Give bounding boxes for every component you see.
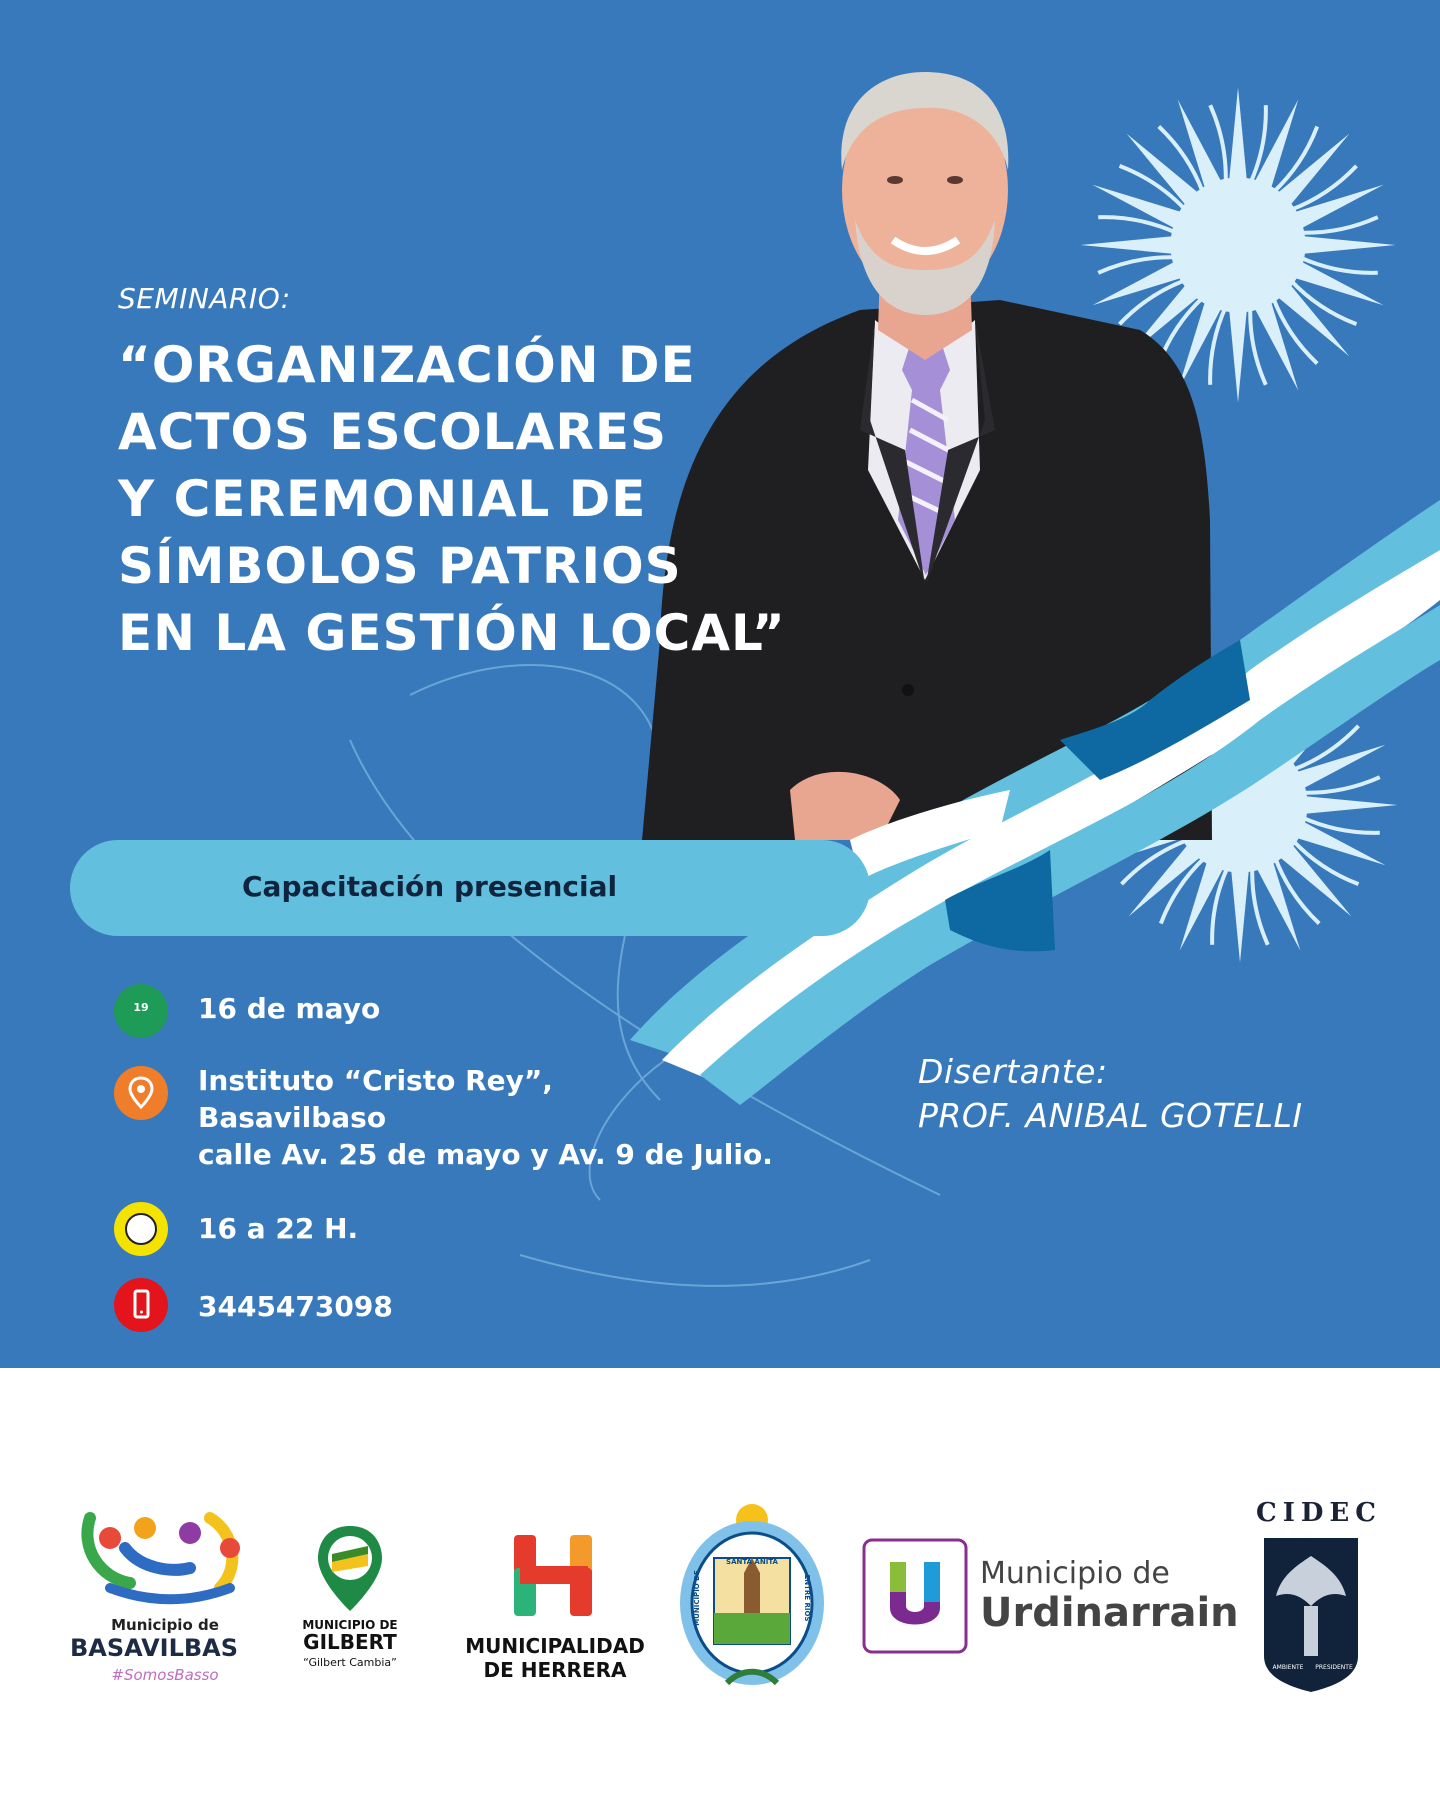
- title-line: ACTOS ESCOLARES: [118, 403, 668, 461]
- location-line: Instituto “Cristo Rey”,: [198, 1064, 553, 1097]
- basavilbaso-logo: [70, 1488, 260, 1688]
- santa-anita-logo: [672, 1498, 832, 1698]
- calendar-day: 19: [133, 1001, 149, 1014]
- logo-text: Municipio de: [111, 1616, 219, 1634]
- speaker-name: PROF. ANIBAL GOTELLI: [918, 1096, 1303, 1135]
- location-line: calle Av. 25 de mayo y Av. 9 de Julio.: [198, 1138, 773, 1171]
- logo-text: MUNICIPIO DE: [693, 1570, 701, 1626]
- logo-text: MUNICIPALIDAD: [465, 1634, 645, 1658]
- logo-text: AMBIENTE: [1272, 1664, 1304, 1671]
- logo-text: “Gilbert Cambia”: [303, 1656, 397, 1669]
- calendar-icon: [114, 984, 168, 1038]
- event-date: 16 de mayo: [198, 992, 381, 1025]
- logo-text: SANTA ANITA: [726, 1558, 778, 1566]
- logo-text: PRESIDENTE: [1315, 1664, 1353, 1671]
- sponsor-logos: [0, 1368, 1440, 1800]
- title-line: SÍMBOLOS PATRIOS: [118, 537, 682, 595]
- event-time: 16 a 22 H.: [198, 1212, 359, 1245]
- title-line: “ORGANIZACIÓN DE: [118, 336, 696, 394]
- modality-text: Capacitación presencial: [242, 870, 618, 903]
- logo-text: MUNICIPIO DE: [302, 1618, 398, 1632]
- phone-icon: [114, 1278, 168, 1332]
- phone-number: 3445473098: [198, 1290, 393, 1323]
- clock-icon: [114, 1202, 168, 1256]
- urdinarrain-logo: [862, 1538, 1239, 1658]
- logo-text: BASAVILBAS: [69, 1634, 239, 1662]
- cidec-logo: [1256, 1498, 1382, 1688]
- logo-text: Urdinarrain: [980, 1590, 1239, 1636]
- gilbert-logo: [290, 1516, 410, 1686]
- seminar-title: [118, 332, 838, 667]
- herrera-logo: [460, 1530, 650, 1680]
- speaker-label: Disertante:: [918, 1052, 1108, 1091]
- location-line: Basavilbaso: [198, 1101, 387, 1134]
- logo-text: GILBERT: [303, 1630, 397, 1654]
- modality-banner: [70, 840, 870, 936]
- logo-text: DE HERRERA: [483, 1658, 627, 1682]
- logo-text: Municipio de: [980, 1556, 1170, 1591]
- title-line: EN LA GESTIÓN LOCAL”: [118, 604, 786, 662]
- title-line: Y CEREMONIAL DE: [118, 470, 647, 528]
- logo-text: ENTRE RIOS: [803, 1574, 811, 1622]
- logo-text: #SomosBasso: [111, 1666, 219, 1684]
- location-pin-icon: [114, 1066, 168, 1120]
- speaker-info: [918, 1050, 1303, 1138]
- logo-text: CIDEC: [1256, 1498, 1382, 1528]
- seminar-label: SEMINARIO:: [118, 282, 291, 315]
